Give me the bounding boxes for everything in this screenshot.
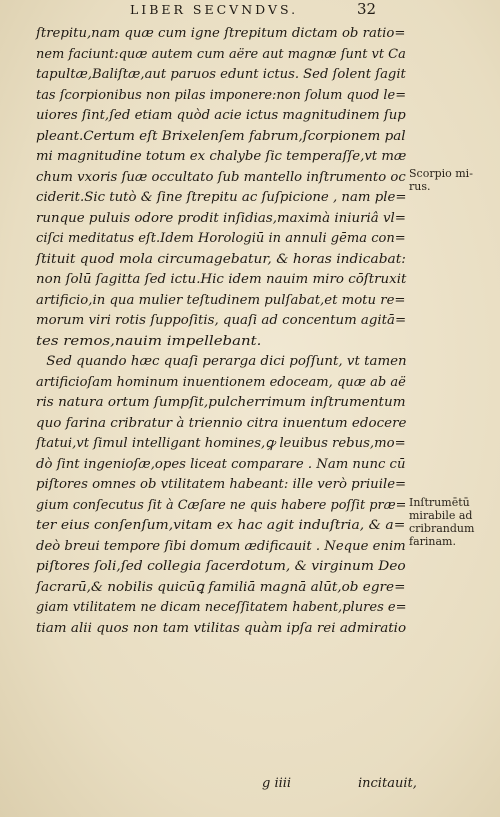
- text-line: tiam alii quos non tam vtilitas quàm ipſa rei admiratio: [36, 620, 407, 636]
- margin-gloss-scorpio: [409, 167, 473, 193]
- text-line: ſtrepitu,nam quæ cum igne ſtrepitum dictam ob ratio=: [36, 26, 406, 41]
- text-line: ciſci meditatus eſt.Idem Horologiū in annuli gēma con=: [36, 231, 406, 246]
- gloss-line: mirabile ad: [409, 509, 473, 522]
- text-line: tas ſcorpionibus non pilas imponere:non ſolum quod le=: [36, 87, 407, 103]
- page-header: [0, 2, 500, 24]
- text-line: ſacrarū,& nobilis quicūꝗ familiā magnā alūt,ob egre=: [36, 579, 406, 595]
- text-line: dò ſint ingenioſæ,opes liceat comparare . Nam nunc cū: [36, 456, 406, 472]
- signature-mark: g iiii: [262, 776, 292, 791]
- text-line: gium conſecutus ſit à Cæſare ne quis habere poſſit præ=: [36, 497, 407, 513]
- page-number: 32: [357, 0, 377, 18]
- main-text-block: [36, 24, 406, 639]
- text-line: deò breui tempore ſibi domum ædificauit . Neque enim: [36, 538, 406, 554]
- gloss-line: rus.: [409, 180, 431, 193]
- text-line: ſtituit quod mola circumagebatur, & horas indicabat:: [36, 251, 406, 267]
- text-line: Sed quando hæc quaſi perarga dici poſſunt, vt tamen: [46, 354, 407, 369]
- text-line: tapultæ,Baliſtæ,aut paruos edunt ictus. Sed ſolent ſagit: [36, 67, 406, 82]
- text-line: runque puluis odore prodit inſidias,maximà iniuriâ vl=: [36, 210, 406, 226]
- gloss-line: Inſtrumētū: [409, 496, 470, 509]
- text-line: mi magnitudine totum ex chalybe ſic temperaſſe,vt mæ: [36, 149, 407, 164]
- text-line: artificio,in qua mulier teſtudinem pulſabat,et motu re=: [36, 292, 406, 308]
- text-line: artificioſam hominum inuentionem edoceam, quæ ab aë: [36, 374, 406, 390]
- text-line: ter eius conſenſum,vitam ex hac agit induſtria, & a=: [36, 518, 406, 533]
- gloss-line: Scorpio mi-: [409, 167, 473, 180]
- margin-gloss-instrumentum: [409, 496, 474, 548]
- text-line: ciderit.Sic tutò & ſine ſtrepitu ac ſuſpicione , nam ple=: [36, 190, 407, 205]
- text-line: pleant.Certum eſt Brixelenſem fabrum,ſcorpionem pal: [36, 128, 406, 144]
- gloss-line: farinam.: [409, 535, 456, 548]
- text-line: giam vtilitatem ne dicam neceſſitatem habent,plures e=: [36, 600, 407, 615]
- running-head: LIBER SECVNDVS.: [130, 2, 299, 17]
- text-line: piſtores ſoli,ſed collegia ſacerdotum, & virginum Deo: [36, 559, 406, 574]
- text-line: ſtatui,vt ſimul intelligant homines,ꝙ leuibus rebus,mo=: [36, 436, 406, 451]
- text-line: uiores ſint,ſed etiam quòd acie ictus magnitudinem ſup: [36, 108, 406, 123]
- text-line: piſtores omnes ob vtilitatem habeant: ille verò priuile=: [36, 477, 407, 492]
- gloss-line: cribrandum: [409, 522, 475, 535]
- text-line: ris natura ortum ſumpſit,pulcherrimum inſtrumentum: [36, 395, 406, 410]
- text-line: nem faciunt:quæ autem cum aëre aut magnæ ſunt vt Ca: [36, 46, 406, 62]
- text-line: chum vxoris ſuæ occultato ſub mantello inſtrumento oc: [36, 169, 406, 185]
- text-line: quo farina cribratur à triennio citra inuentum edocere: [36, 415, 407, 431]
- catchword: incitauit,: [358, 776, 417, 791]
- text-line: non ſolū ſagitta ſed ictu.Hic idem nauim miro cōſtruxit: [36, 272, 407, 287]
- text-line: morum viri rotis ſuppoſitis, quaſi ad concentum agitā=: [36, 313, 407, 328]
- text-line: tes remos,nauim impellebant.: [36, 333, 262, 349]
